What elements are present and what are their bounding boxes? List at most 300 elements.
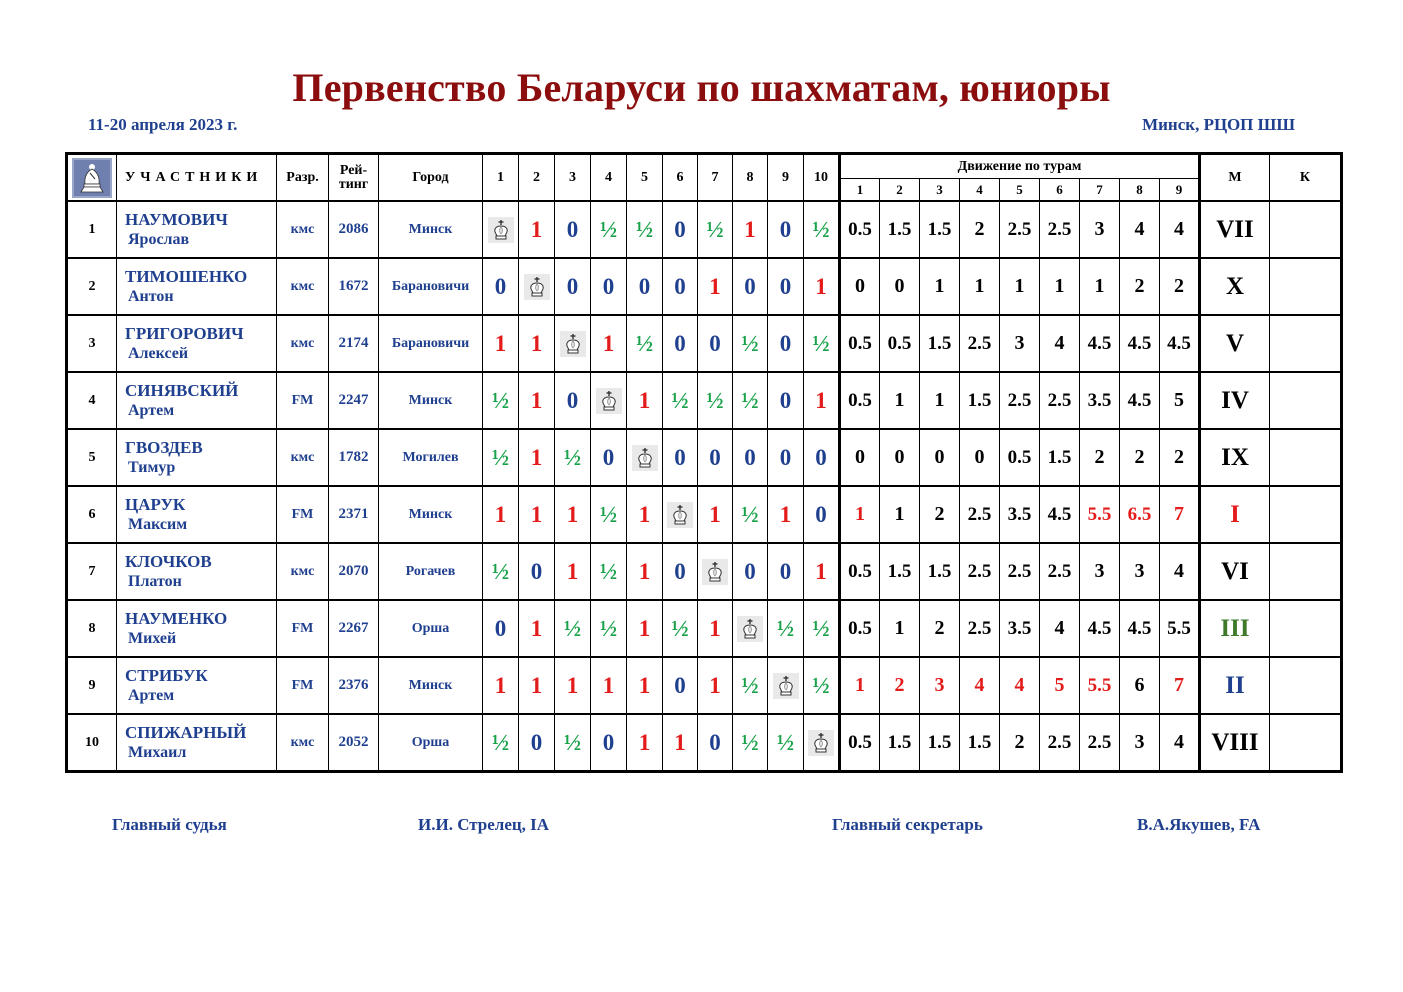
player-last-name: ГВОЗДЕВ xyxy=(125,437,203,457)
header-opponent-9: 9 xyxy=(768,154,804,202)
result-cell: ½ xyxy=(804,201,840,258)
player-city: Барановичи xyxy=(379,315,483,372)
result-cell: ½ xyxy=(804,657,840,714)
result-cell: 0 xyxy=(663,201,698,258)
header-opponent-1: 1 xyxy=(483,154,519,202)
round-score-cell: 2.5 xyxy=(960,315,1000,372)
player-number: 6 xyxy=(67,486,117,543)
result-cell: ½ xyxy=(591,543,627,600)
result-cell: 1 xyxy=(519,372,555,429)
header-participants: УЧАСТНИКИ xyxy=(117,154,277,202)
result-cell: 1 xyxy=(663,714,698,772)
round-score-cell: 5.5 xyxy=(1080,657,1120,714)
header-rounds-progress: Движение по турам xyxy=(840,154,1200,179)
white-king-icon xyxy=(524,274,550,300)
player-rating: 1672 xyxy=(329,258,379,315)
result-cell: 0 xyxy=(768,201,804,258)
result-cell: 0 xyxy=(555,372,591,429)
round-score-cell: 0.5 xyxy=(840,372,880,429)
round-score-cell: 1 xyxy=(1080,258,1120,315)
player-rating: 2052 xyxy=(329,714,379,772)
player-coefficient xyxy=(1270,372,1342,429)
table-row xyxy=(67,315,1342,372)
chess-bishop-icon xyxy=(72,158,112,198)
result-self-cell xyxy=(519,258,555,315)
round-score-cell: 5 xyxy=(1040,657,1080,714)
player-first-name: Михаил xyxy=(128,743,187,761)
round-score-cell: 4 xyxy=(1000,657,1040,714)
result-cell: 0 xyxy=(663,429,698,486)
round-score-cell: 0.5 xyxy=(840,315,880,372)
player-number: 9 xyxy=(67,657,117,714)
result-cell: 0 xyxy=(591,429,627,486)
result-cell: 1 xyxy=(698,486,733,543)
round-score-cell: 1 xyxy=(840,486,880,543)
player-last-name: КЛОЧКОВ xyxy=(125,551,212,571)
player-number: 2 xyxy=(67,258,117,315)
result-cell: 0 xyxy=(555,201,591,258)
round-score-cell: 2.5 xyxy=(1040,714,1080,772)
player-coefficient xyxy=(1270,714,1342,772)
round-score-cell: 4.5 xyxy=(1040,486,1080,543)
header-round-2: 2 xyxy=(880,179,920,202)
result-cell: 0 xyxy=(663,657,698,714)
round-score-cell: 2 xyxy=(1080,429,1120,486)
result-cell: 1 xyxy=(519,201,555,258)
header-opponent-4: 4 xyxy=(591,154,627,202)
player-first-name: Артем xyxy=(128,686,175,704)
player-name xyxy=(117,372,277,429)
round-score-cell: 4.5 xyxy=(1080,315,1120,372)
round-score-cell: 5.5 xyxy=(1080,486,1120,543)
result-cell: ½ xyxy=(483,372,519,429)
header-round-1: 1 xyxy=(840,179,880,202)
result-cell: 1 xyxy=(627,714,663,772)
result-cell: 1 xyxy=(733,201,768,258)
round-score-cell: 4.5 xyxy=(1120,600,1160,657)
header-city: Город xyxy=(379,154,483,202)
header-rating-line1: Рей- xyxy=(339,162,368,178)
player-title: FM xyxy=(277,657,329,714)
result-cell: ½ xyxy=(663,600,698,657)
player-coefficient xyxy=(1270,315,1342,372)
result-cell: 0 xyxy=(768,258,804,315)
player-last-name: СПИЖАРНЫЙ xyxy=(125,722,247,742)
result-cell: 0 xyxy=(627,258,663,315)
header-place: М xyxy=(1200,154,1270,202)
tournament-dates: 11-20 апреля 2023 г. xyxy=(88,115,238,134)
round-score-cell: 2 xyxy=(920,600,960,657)
logo-cell xyxy=(67,154,117,202)
round-score-cell: 1 xyxy=(1040,258,1080,315)
white-king-icon xyxy=(560,331,586,357)
round-score-cell: 2 xyxy=(880,657,920,714)
player-first-name: Артем xyxy=(128,401,175,419)
player-title: кмс xyxy=(277,429,329,486)
round-score-cell: 2.5 xyxy=(1040,372,1080,429)
result-cell: 1 xyxy=(698,600,733,657)
player-title: кмс xyxy=(277,315,329,372)
player-coefficient xyxy=(1270,201,1342,258)
result-cell: 1 xyxy=(627,657,663,714)
result-cell: 0 xyxy=(483,600,519,657)
round-score-cell: 0.5 xyxy=(880,315,920,372)
round-score-cell: 3.5 xyxy=(1000,600,1040,657)
result-cell: 0 xyxy=(663,258,698,315)
result-cell: ½ xyxy=(733,657,768,714)
player-rating: 2247 xyxy=(329,372,379,429)
result-cell: 1 xyxy=(555,657,591,714)
round-score-cell: 3 xyxy=(1120,714,1160,772)
chief-secretary-name: В.А.Якушев, FA xyxy=(1137,815,1261,834)
table-row xyxy=(67,429,1342,486)
player-title: FM xyxy=(277,486,329,543)
result-cell: 0 xyxy=(483,258,519,315)
round-score-cell: 1.5 xyxy=(880,714,920,772)
header-rating xyxy=(329,154,379,202)
player-number: 8 xyxy=(67,600,117,657)
result-self-cell xyxy=(663,486,698,543)
round-score-cell: 2 xyxy=(1000,714,1040,772)
player-coefficient xyxy=(1270,258,1342,315)
white-king-icon xyxy=(667,502,693,528)
crosstable xyxy=(65,152,1343,773)
result-cell: ½ xyxy=(768,714,804,772)
table-row xyxy=(67,543,1342,600)
result-cell: 0 xyxy=(555,258,591,315)
player-number: 5 xyxy=(67,429,117,486)
round-score-cell: 2 xyxy=(1120,429,1160,486)
table-row xyxy=(67,486,1342,543)
round-score-cell: 0 xyxy=(840,258,880,315)
crosstable-container xyxy=(65,152,1343,773)
result-self-cell xyxy=(627,429,663,486)
player-place: II xyxy=(1200,657,1270,714)
tournament-venue: Минск, РЦОП ШШ xyxy=(1142,115,1295,134)
round-score-cell: 1.5 xyxy=(920,315,960,372)
result-cell: 1 xyxy=(804,258,840,315)
player-place: I xyxy=(1200,486,1270,543)
result-cell: ½ xyxy=(663,372,698,429)
white-king-icon xyxy=(773,673,799,699)
round-score-cell: 1.5 xyxy=(960,714,1000,772)
round-score-cell: 1 xyxy=(920,258,960,315)
player-title: кмс xyxy=(277,258,329,315)
round-score-cell: 1 xyxy=(920,372,960,429)
table-row xyxy=(67,600,1342,657)
header-opponent-5: 5 xyxy=(627,154,663,202)
result-cell: 1 xyxy=(698,258,733,315)
player-first-name: Михей xyxy=(128,629,177,647)
result-cell: 0 xyxy=(804,429,840,486)
result-cell: 0 xyxy=(804,486,840,543)
round-score-cell: 1.5 xyxy=(920,714,960,772)
result-self-cell xyxy=(555,315,591,372)
result-self-cell xyxy=(768,657,804,714)
round-score-cell: 4 xyxy=(960,657,1000,714)
round-score-cell: 2.5 xyxy=(960,543,1000,600)
round-score-cell: 5 xyxy=(1160,372,1200,429)
round-score-cell: 4 xyxy=(1040,600,1080,657)
result-cell: ½ xyxy=(483,543,519,600)
result-self-cell xyxy=(804,714,840,772)
result-cell: 1 xyxy=(519,486,555,543)
header-row xyxy=(67,154,1342,179)
player-name xyxy=(117,201,277,258)
player-city: Минск xyxy=(379,486,483,543)
round-score-cell: 2 xyxy=(1160,429,1200,486)
result-cell: ½ xyxy=(591,486,627,543)
player-rating: 1782 xyxy=(329,429,379,486)
result-cell: 1 xyxy=(804,372,840,429)
round-score-cell: 2.5 xyxy=(1080,714,1120,772)
white-king-icon xyxy=(632,445,658,471)
round-score-cell: 0.5 xyxy=(840,600,880,657)
result-cell: 0 xyxy=(768,315,804,372)
header-rating-line2: тинг xyxy=(338,176,369,192)
round-score-cell: 3 xyxy=(1080,543,1120,600)
round-score-cell: 4.5 xyxy=(1080,600,1120,657)
round-score-cell: 7 xyxy=(1160,657,1200,714)
round-score-cell: 2.5 xyxy=(960,600,1000,657)
player-last-name: ГРИГОРОВИЧ xyxy=(125,323,244,343)
result-cell: 1 xyxy=(627,600,663,657)
result-cell: 0 xyxy=(733,543,768,600)
result-cell: 0 xyxy=(768,429,804,486)
player-name xyxy=(117,486,277,543)
player-first-name: Максим xyxy=(128,515,188,533)
player-city: Минск xyxy=(379,657,483,714)
round-score-cell: 3.5 xyxy=(1080,372,1120,429)
player-title: кмс xyxy=(277,714,329,772)
player-city: Орша xyxy=(379,600,483,657)
player-last-name: ЦАРУК xyxy=(125,494,186,514)
result-cell: 1 xyxy=(483,486,519,543)
white-king-icon xyxy=(488,217,514,243)
player-place: VI xyxy=(1200,543,1270,600)
round-score-cell: 1 xyxy=(840,657,880,714)
round-score-cell: 2.5 xyxy=(1040,543,1080,600)
header-round-3: 3 xyxy=(920,179,960,202)
header-round-5: 5 xyxy=(1000,179,1040,202)
white-king-icon xyxy=(737,616,763,642)
round-score-cell: 4.5 xyxy=(1120,372,1160,429)
player-name xyxy=(117,657,277,714)
result-cell: 1 xyxy=(483,657,519,714)
white-king-icon xyxy=(596,388,622,414)
round-score-cell: 5.5 xyxy=(1160,600,1200,657)
round-score-cell: 4 xyxy=(1160,201,1200,258)
round-score-cell: 1.5 xyxy=(1040,429,1080,486)
result-cell: ½ xyxy=(483,429,519,486)
round-score-cell: 0 xyxy=(960,429,1000,486)
result-cell: ½ xyxy=(733,315,768,372)
round-score-cell: 4.5 xyxy=(1120,315,1160,372)
result-cell: 1 xyxy=(627,543,663,600)
white-king-icon xyxy=(808,730,834,756)
player-place: IX xyxy=(1200,429,1270,486)
result-cell: 0 xyxy=(698,429,733,486)
result-cell: 0 xyxy=(591,258,627,315)
round-score-cell: 3 xyxy=(1120,543,1160,600)
player-place: VII xyxy=(1200,201,1270,258)
result-cell: ½ xyxy=(804,600,840,657)
header-opponent-10: 10 xyxy=(804,154,840,202)
table-row xyxy=(67,657,1342,714)
player-number: 7 xyxy=(67,543,117,600)
player-name xyxy=(117,543,277,600)
round-score-cell: 2.5 xyxy=(1000,543,1040,600)
player-coefficient xyxy=(1270,600,1342,657)
round-score-cell: 4.5 xyxy=(1160,315,1200,372)
player-last-name: СИНЯВСКИЙ xyxy=(125,380,239,400)
round-score-cell: 0 xyxy=(840,429,880,486)
result-cell: ½ xyxy=(698,201,733,258)
result-cell: ½ xyxy=(555,429,591,486)
round-score-cell: 2 xyxy=(960,201,1000,258)
player-first-name: Алексей xyxy=(128,344,189,362)
player-place: X xyxy=(1200,258,1270,315)
chief-judge-label: Главный судья xyxy=(112,815,227,834)
player-rating: 2376 xyxy=(329,657,379,714)
chief-judge-name: И.И. Стрелец, IA xyxy=(418,815,550,834)
player-rating: 2086 xyxy=(329,201,379,258)
header-opponent-7: 7 xyxy=(698,154,733,202)
table-row xyxy=(67,201,1342,258)
result-cell: 0 xyxy=(663,315,698,372)
result-cell: ½ xyxy=(555,600,591,657)
player-place: V xyxy=(1200,315,1270,372)
result-cell: ½ xyxy=(555,714,591,772)
player-city: Рогачев xyxy=(379,543,483,600)
result-cell: 0 xyxy=(733,258,768,315)
result-cell: 1 xyxy=(483,315,519,372)
result-cell: 1 xyxy=(519,315,555,372)
result-self-cell xyxy=(591,372,627,429)
player-place: VIII xyxy=(1200,714,1270,772)
round-score-cell: 4 xyxy=(1040,315,1080,372)
player-rating: 2174 xyxy=(329,315,379,372)
round-score-cell: 4 xyxy=(1120,201,1160,258)
round-score-cell: 6.5 xyxy=(1120,486,1160,543)
player-number: 1 xyxy=(67,201,117,258)
player-name xyxy=(117,258,277,315)
result-cell: 0 xyxy=(698,315,733,372)
result-cell: 0 xyxy=(519,543,555,600)
table-row xyxy=(67,372,1342,429)
result-cell: 0 xyxy=(663,543,698,600)
player-coefficient xyxy=(1270,486,1342,543)
round-score-cell: 0 xyxy=(920,429,960,486)
result-cell: 1 xyxy=(555,543,591,600)
player-coefficient xyxy=(1270,429,1342,486)
player-name xyxy=(117,600,277,657)
round-score-cell: 1 xyxy=(1000,258,1040,315)
header-opponent-8: 8 xyxy=(733,154,768,202)
header-round-9: 9 xyxy=(1160,179,1200,202)
player-title: кмс xyxy=(277,201,329,258)
player-title: FM xyxy=(277,600,329,657)
round-score-cell: 0.5 xyxy=(840,543,880,600)
round-score-cell: 0.5 xyxy=(1000,429,1040,486)
player-city: Минск xyxy=(379,201,483,258)
player-first-name: Антон xyxy=(128,287,174,305)
header-coefficient: К xyxy=(1270,154,1342,202)
result-self-cell xyxy=(733,600,768,657)
result-cell: ½ xyxy=(733,486,768,543)
header-round-7: 7 xyxy=(1080,179,1120,202)
result-cell: 0 xyxy=(591,714,627,772)
table-row xyxy=(67,714,1342,772)
round-score-cell: 2 xyxy=(1120,258,1160,315)
result-cell: ½ xyxy=(733,714,768,772)
round-score-cell: 1.5 xyxy=(960,372,1000,429)
player-place: III xyxy=(1200,600,1270,657)
header-round-6: 6 xyxy=(1040,179,1080,202)
result-self-cell xyxy=(698,543,733,600)
header-opponent-3: 3 xyxy=(555,154,591,202)
round-score-cell: 2.5 xyxy=(1000,372,1040,429)
chief-secretary-label: Главный секретарь xyxy=(832,815,983,834)
player-city: Могилев xyxy=(379,429,483,486)
round-score-cell: 2.5 xyxy=(1040,201,1080,258)
result-cell: 1 xyxy=(519,657,555,714)
player-last-name: НАУМОВИЧ xyxy=(125,209,228,229)
round-score-cell: 1.5 xyxy=(920,201,960,258)
result-cell: ½ xyxy=(804,315,840,372)
player-first-name: Платон xyxy=(128,572,182,590)
player-city: Орша xyxy=(379,714,483,772)
result-cell: 1 xyxy=(627,486,663,543)
result-cell: 1 xyxy=(591,657,627,714)
round-score-cell: 2.5 xyxy=(960,486,1000,543)
player-title: кмс xyxy=(277,543,329,600)
result-cell: ½ xyxy=(483,714,519,772)
round-score-cell: 2 xyxy=(920,486,960,543)
result-cell: ½ xyxy=(627,201,663,258)
header-round-4: 4 xyxy=(960,179,1000,202)
round-score-cell: 0.5 xyxy=(840,714,880,772)
result-cell: 0 xyxy=(519,714,555,772)
result-cell: 1 xyxy=(591,315,627,372)
player-city: Минск xyxy=(379,372,483,429)
player-first-name: Тимур xyxy=(128,458,176,476)
header-opponent-2: 2 xyxy=(519,154,555,202)
round-score-cell: 1.5 xyxy=(920,543,960,600)
round-score-cell: 3 xyxy=(920,657,960,714)
result-cell: 1 xyxy=(768,486,804,543)
round-score-cell: 3.5 xyxy=(1000,486,1040,543)
white-king-icon xyxy=(702,559,728,585)
round-score-cell: 4 xyxy=(1160,543,1200,600)
round-score-cell: 2.5 xyxy=(1000,201,1040,258)
result-cell: 0 xyxy=(733,429,768,486)
player-name xyxy=(117,315,277,372)
round-score-cell: 1 xyxy=(880,600,920,657)
result-cell: ½ xyxy=(698,372,733,429)
result-cell: 0 xyxy=(698,714,733,772)
player-last-name: НАУМЕНКО xyxy=(125,608,228,628)
result-cell: 0 xyxy=(768,372,804,429)
player-rating: 2371 xyxy=(329,486,379,543)
round-score-cell: 3 xyxy=(1080,201,1120,258)
result-cell: ½ xyxy=(733,372,768,429)
result-self-cell xyxy=(483,201,519,258)
round-score-cell: 1 xyxy=(960,258,1000,315)
player-number: 3 xyxy=(67,315,117,372)
result-cell: 1 xyxy=(519,429,555,486)
player-rating: 2267 xyxy=(329,600,379,657)
